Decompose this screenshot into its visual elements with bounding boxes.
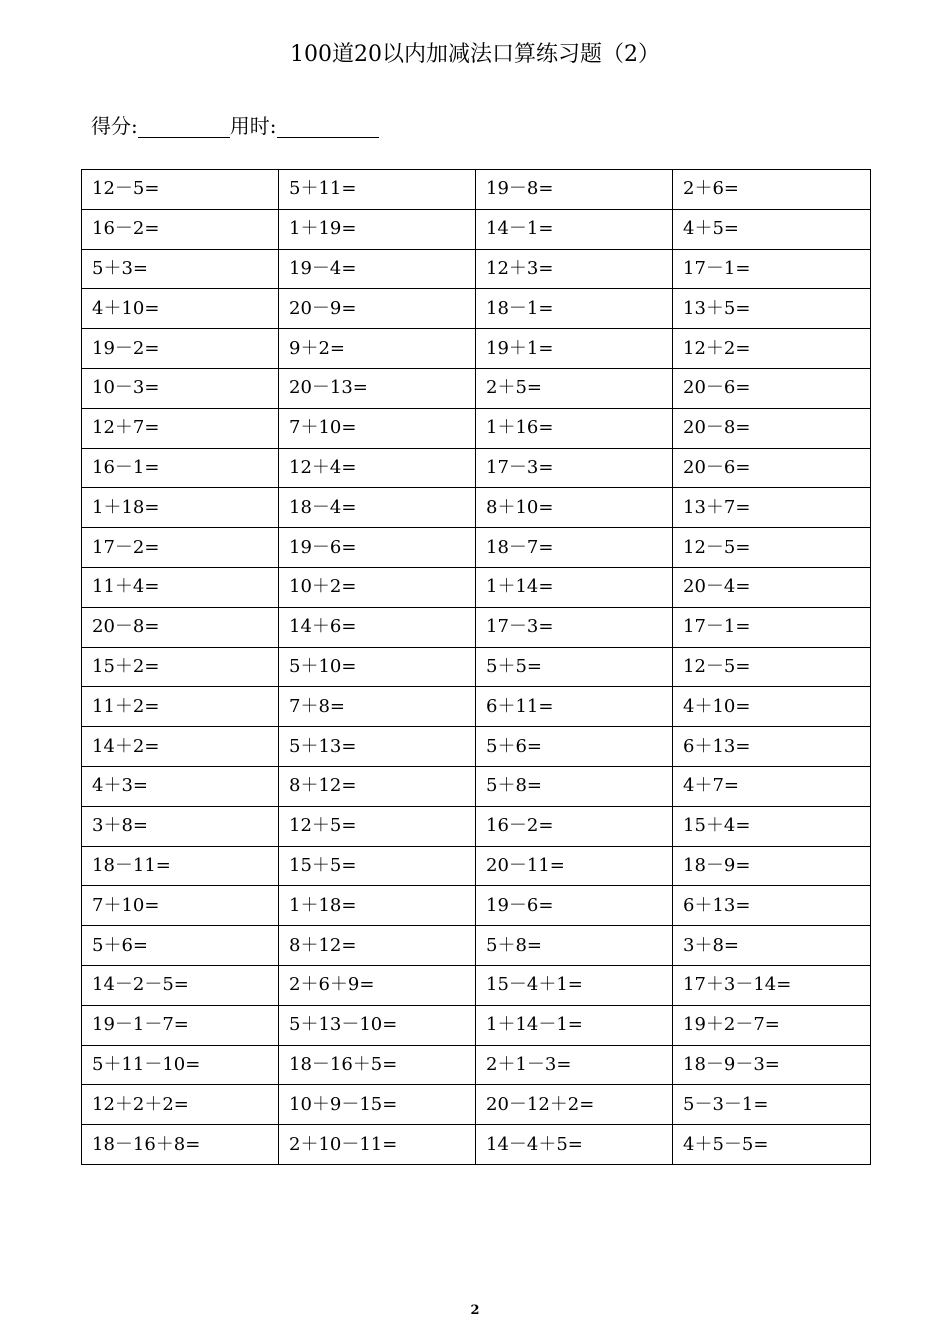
table-row	[82, 806, 871, 846]
problem-cell: 14－4＋5=	[476, 1125, 673, 1165]
problem-cell: 6＋13=	[673, 727, 871, 767]
problem-cell: 16－2=	[476, 806, 673, 846]
problem-cell: 19－1－7=	[82, 1005, 279, 1045]
table-row	[82, 567, 871, 607]
problem-cell: 19－4=	[279, 249, 476, 289]
problem-cell: 14－1=	[476, 209, 673, 249]
problem-cell: 17－3=	[476, 448, 673, 488]
problem-cell: 14＋2=	[82, 727, 279, 767]
table-row	[82, 528, 871, 568]
problem-cell: 10＋2=	[279, 567, 476, 607]
problem-cell: 5＋6=	[476, 727, 673, 767]
table-row	[82, 408, 871, 448]
problem-cell: 2＋6＋9=	[279, 965, 476, 1005]
problem-cell: 20－6=	[673, 448, 871, 488]
problem-cell: 13＋7=	[673, 488, 871, 528]
problem-cell: 4＋3=	[82, 766, 279, 806]
problem-cell: 14－2－5=	[82, 965, 279, 1005]
problem-cell: 5＋3=	[82, 249, 279, 289]
table-row	[82, 926, 871, 966]
problem-cell: 19－6=	[279, 528, 476, 568]
table-row	[82, 1005, 871, 1045]
problem-cell: 7＋8=	[279, 687, 476, 727]
problem-cell: 20－4=	[673, 567, 871, 607]
problem-table	[81, 169, 871, 1165]
problem-cell: 20－12＋2=	[476, 1085, 673, 1125]
score-blank[interactable]	[138, 111, 230, 138]
table-row	[82, 727, 871, 767]
problem-cell: 18－9=	[673, 846, 871, 886]
problem-cell: 17－2=	[82, 528, 279, 568]
problem-cell: 2＋10－11=	[279, 1125, 476, 1165]
problem-cell: 4＋10=	[82, 289, 279, 329]
time-label: 用时:	[229, 114, 277, 138]
problem-cell: 5＋8=	[476, 926, 673, 966]
table-row	[82, 368, 871, 408]
problem-cell: 18－4=	[279, 488, 476, 528]
problem-cell: 20－9=	[279, 289, 476, 329]
problem-cell: 5＋8=	[476, 766, 673, 806]
problem-cell: 12－5=	[673, 647, 871, 687]
problem-cell: 15＋5=	[279, 846, 476, 886]
problem-cell: 2＋6=	[673, 170, 871, 210]
problem-cell: 8＋12=	[279, 926, 476, 966]
table-row	[82, 209, 871, 249]
problem-cell: 17－3=	[476, 607, 673, 647]
problem-cell: 20－8=	[673, 408, 871, 448]
problem-cell: 4＋5=	[673, 209, 871, 249]
problem-cell: 15＋2=	[82, 647, 279, 687]
problem-cell: 12＋2=	[673, 329, 871, 369]
problem-cell: 7＋10=	[279, 408, 476, 448]
problem-cell: 20－8=	[82, 607, 279, 647]
problem-cell: 12＋7=	[82, 408, 279, 448]
table-row	[82, 289, 871, 329]
problem-cell: 4＋10=	[673, 687, 871, 727]
problem-cell: 8＋10=	[476, 488, 673, 528]
problem-cell: 7＋10=	[82, 886, 279, 926]
problem-cell: 12＋4=	[279, 448, 476, 488]
problem-cell: 3＋8=	[673, 926, 871, 966]
problem-cell: 12－5=	[673, 528, 871, 568]
problem-cell: 12－5=	[82, 170, 279, 210]
problem-cell: 1＋18=	[82, 488, 279, 528]
problem-cell: 2＋1－3=	[476, 1045, 673, 1085]
problem-cell: 1＋14－1=	[476, 1005, 673, 1045]
problem-cell: 11＋4=	[82, 567, 279, 607]
problem-cell: 19－6=	[476, 886, 673, 926]
table-row	[82, 965, 871, 1005]
problem-cell: 5＋10=	[279, 647, 476, 687]
problem-cell: 10－3=	[82, 368, 279, 408]
problem-cell: 5－3－1=	[673, 1085, 871, 1125]
table-row	[82, 607, 871, 647]
page-title: 100道20以内加减法口算练习题（2）	[290, 42, 660, 67]
problem-cell: 6＋11=	[476, 687, 673, 727]
table-row	[82, 687, 871, 727]
problem-cell: 17＋3－14=	[673, 965, 871, 1005]
problem-cell: 2＋5=	[476, 368, 673, 408]
problem-cell: 5＋13－10=	[279, 1005, 476, 1045]
problem-cell: 5＋13=	[279, 727, 476, 767]
problem-cell: 19＋2－7=	[673, 1005, 871, 1045]
problem-cell: 5＋6=	[82, 926, 279, 966]
problem-cell: 4＋5－5=	[673, 1125, 871, 1165]
problem-cell: 20－6=	[673, 368, 871, 408]
problem-cell: 11＋2=	[82, 687, 279, 727]
problem-cell: 4＋7=	[673, 766, 871, 806]
problem-cell: 15＋4=	[673, 806, 871, 846]
problem-cell: 12＋3=	[476, 249, 673, 289]
problem-cell: 5＋5=	[476, 647, 673, 687]
problem-cell: 1＋18=	[279, 886, 476, 926]
table-row	[82, 1045, 871, 1085]
problem-cell: 6＋13=	[673, 886, 871, 926]
problem-cell: 9＋2=	[279, 329, 476, 369]
problem-cell: 19－2=	[82, 329, 279, 369]
problem-cell: 19＋1=	[476, 329, 673, 369]
problem-cell: 1＋19=	[279, 209, 476, 249]
table-row	[82, 647, 871, 687]
table-row	[82, 329, 871, 369]
problem-cell: 8＋12=	[279, 766, 476, 806]
problem-cell: 20－11=	[476, 846, 673, 886]
table-row	[82, 846, 871, 886]
problem-cell: 18－9－3=	[673, 1045, 871, 1085]
problem-cell: 5＋11－10=	[82, 1045, 279, 1085]
problem-cell: 10＋9－15=	[279, 1085, 476, 1125]
problem-cell: 1＋16=	[476, 408, 673, 448]
problem-cell: 18－1=	[476, 289, 673, 329]
problem-cell: 12＋2＋2=	[82, 1085, 279, 1125]
problem-cell: 5＋11=	[279, 170, 476, 210]
page-number: 2	[470, 1303, 480, 1318]
problem-cell: 14＋6=	[279, 607, 476, 647]
score-time-line	[91, 108, 379, 140]
problem-cell: 15－4＋1=	[476, 965, 673, 1005]
problem-cell: 18－11=	[82, 846, 279, 886]
problem-cell: 12＋5=	[279, 806, 476, 846]
problem-cell: 16－2=	[82, 209, 279, 249]
problem-cell: 17－1=	[673, 607, 871, 647]
table-row	[82, 170, 871, 210]
problem-cell: 1＋14=	[476, 567, 673, 607]
score-label: 得分:	[91, 114, 138, 138]
table-row	[82, 1125, 871, 1165]
problem-cell: 18－7=	[476, 528, 673, 568]
table-row	[82, 249, 871, 289]
table-row	[82, 1085, 871, 1125]
problem-cell: 3＋8=	[82, 806, 279, 846]
problem-cell: 18－16＋8=	[82, 1125, 279, 1165]
problem-cell: 16－1=	[82, 448, 279, 488]
problem-cell: 19－8=	[476, 170, 673, 210]
table-row	[82, 448, 871, 488]
problem-cell: 17－1=	[673, 249, 871, 289]
problem-cell: 20－13=	[279, 368, 476, 408]
table-row	[82, 488, 871, 528]
table-row	[82, 886, 871, 926]
problem-cell: 18－16＋5=	[279, 1045, 476, 1085]
problem-cell: 13＋5=	[673, 289, 871, 329]
table-row	[82, 766, 871, 806]
time-blank[interactable]	[277, 111, 379, 138]
